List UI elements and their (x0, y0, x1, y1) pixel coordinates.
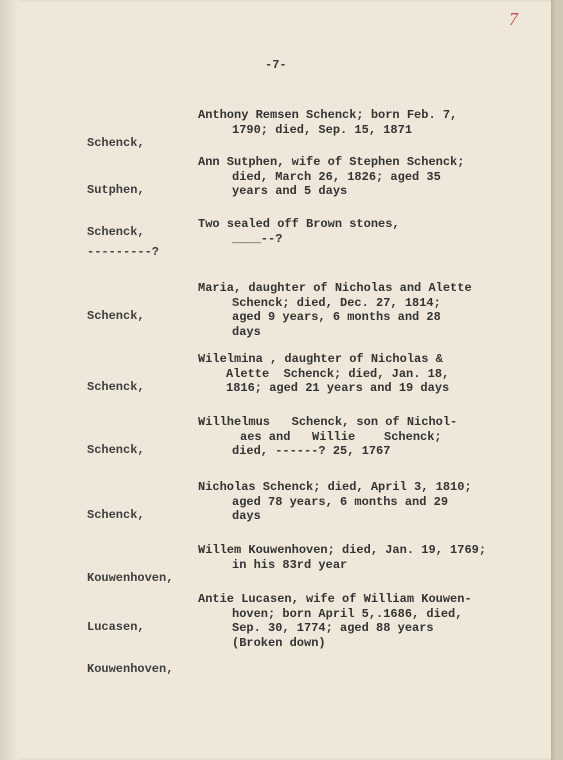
entry-record: Nicholas Schenck; died, April 3, 1810; aged 78 years, 6 months and 29 days (198, 480, 472, 523)
page-edge (551, 0, 557, 760)
entry-surname: Kouwenhoven, (87, 571, 174, 585)
page-number: -7- (265, 58, 287, 72)
entry-record: Willhelmus Schenck, son of Nichol- aes and Willie Schenck; died, ------? 25, 1767 (198, 415, 458, 458)
entry-record: Antie Lucasen, wife of William Kouwen- hoven; born April 5,.1686, died, Sep. 30, 1774; aged 88 years (Broken down) (198, 592, 472, 650)
entry-record: Wilelmina , daughter of Nicholas & Alette Schenck; died, Jan. 18, 1816; aged 21 years and 19 days (198, 352, 450, 395)
entry-record: Ann Sutphen, wife of Stephen Schenck; died, March 26, 1826; aged 35 years and 5 days (198, 155, 465, 198)
entry-surname: Schenck, (87, 136, 145, 150)
entry-record: Anthony Remsen Schenck; born Feb. 7, 1790; died, Sep. 15, 1871 (198, 108, 458, 137)
entry-surname: Schenck, (87, 380, 145, 394)
entry-record: Two sealed off Brown stones, ____--? (198, 217, 400, 246)
entry-surname: ---------? (87, 245, 160, 259)
entry-record: Maria, daughter of Nicholas and Alette Schenck; died, Dec. 27, 1814; aged 9 years, 6 months and 28 days (198, 281, 472, 339)
entry-surname: Schenck, (87, 508, 145, 522)
entry-surname: Schenck, (87, 443, 145, 457)
entry-surname: Lucasen, Kouwenhoven, (87, 620, 174, 676)
entry-surname: Sutphen, Schenck, (87, 183, 145, 239)
entry-record: Willem Kouwenhoven; died, Jan. 19, 1769; in his 83rd year (198, 543, 487, 572)
handwritten-page-number: 7 (509, 9, 518, 29)
entry-surname: Schenck, (87, 309, 145, 323)
